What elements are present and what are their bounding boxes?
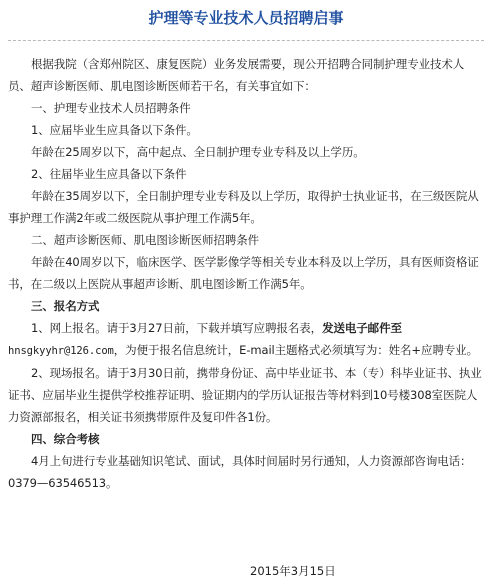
email-address: hnsgkyyhr@126.com	[8, 345, 114, 357]
assessment-paragraph: 4月上旬进行专业基础知识笔试、面试，具体时间届时另行通知，人力资源部咨询电话：0379—63546513。	[8, 454, 472, 490]
section-heading-assessment: 四、综合考核	[31, 432, 100, 446]
title-divider	[8, 40, 484, 41]
section-heading-doctors: 二、超声诊断医师、肌电图诊断医师招聘条件	[31, 233, 259, 247]
online-registration-text: 1、网上报名。请于3月27日前，下载并填写应聘报名表，	[31, 321, 323, 335]
nursing-experienced-requirement: 年龄在35周岁以下，全日制护理专业专科及以上学历，取得护士执业证书，在三级医院从事护理工作满2年或二级医院从事护理工作满5年。	[8, 189, 479, 225]
section-heading-registration: 三、报名方式	[31, 299, 100, 313]
section-heading-nursing: 一、护理专业技术人员招聘条件	[31, 101, 191, 115]
online-registration-paragraph	[8, 317, 484, 362]
intro-paragraph: 根据我院（含郑州院区、康复医院）业务发展需要，现公开招聘合同制护理专业技术人员、超声诊断医师、肌电图诊断医师若干名，有关事宜如下：	[8, 57, 465, 93]
onsite-registration-paragraph: 2、现场报名。请于3月30日前，携带身份证、高中毕业证书、本（专）科毕业证书、执业证书、应届毕业生提供学校推荐证明、验证期内的学历认证报告等材料到10号楼308室医院人力资源部报名，相关证书须携带原件及复印件各1份。	[8, 366, 482, 424]
doctors-requirement: 年龄在40周岁以下，临床医学、医学影像学等相关专业本科及以上学历，具有医师资格证书，在二级以上医院从事超声诊断、肌电图诊断工作满5年。	[8, 255, 479, 291]
notice-date: 2015年3月15日	[250, 564, 336, 578]
notice-body	[8, 53, 484, 494]
nursing-experienced-heading: 2、往届毕业生应具备以下条件	[31, 167, 187, 181]
nursing-fresh-grad-requirement: 年龄在25周岁以下，高中起点、全日制护理专业专科及以上学历。	[31, 145, 365, 159]
nursing-fresh-grad-heading: 1、应届毕业生应具备以下条件。	[31, 123, 198, 137]
notice-title: 护理等专业技术人员招聘启事	[148, 9, 344, 27]
email-instruction: 发送电子邮件至	[322, 321, 402, 335]
email-subject-instruction: ，为便于报名信息统计，E-mail主题格式必须填写为：姓名+应聘专业。	[113, 343, 478, 357]
